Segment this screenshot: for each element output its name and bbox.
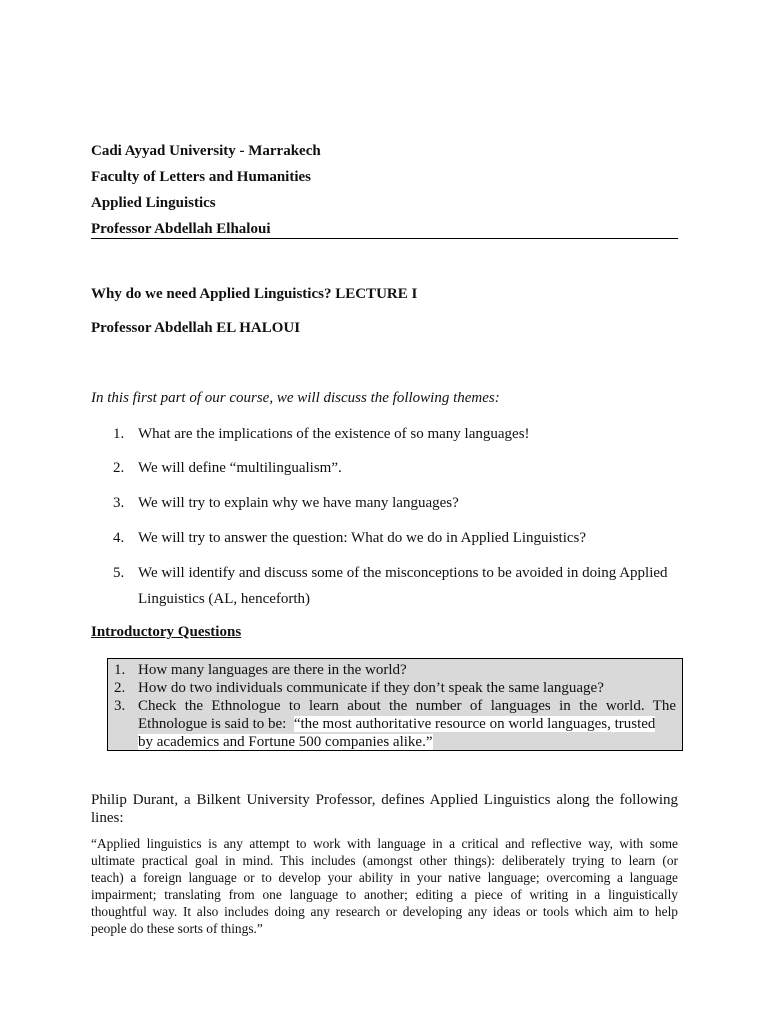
list-item-number: 1.: [113, 426, 125, 442]
quote-line: people do these sorts of things.”: [91, 921, 263, 936]
question-number: 3.: [114, 698, 126, 714]
list-item-text: We will define “multilingualism”.: [138, 460, 342, 476]
durant-paragraph-line-1: [91, 791, 678, 809]
list-item-text: We will try to answer the question: What do we do in Applied Linguistics?: [138, 530, 587, 546]
list-item-continuation: Linguistics (AL, henceforth): [138, 591, 311, 607]
question-number: 2.: [114, 680, 126, 696]
list-item-text: We will identify and discuss some of the misconceptions to be avoided in doing Applied: [138, 565, 668, 581]
quote-text: impairment; translating from one language to another; editing a piece of writing in a linguistically: [91, 887, 678, 902]
quote-text: thoughtful way. It also includes doing any research or developing any ideas or tools which aim to help: [91, 904, 678, 919]
quote-text: teach) a foreign language or to develop your ability in your native language; overcoming a language: [91, 870, 678, 885]
list-item-number: 3.: [113, 495, 125, 511]
question-2: How do two individuals communicate if they don’t speak the same language?: [138, 680, 604, 696]
list-item-number: 5.: [113, 565, 125, 581]
ethnologue-quote-end: by academics and Fortune 500 companies alike.”: [138, 734, 433, 750]
list-item-number: 2.: [113, 460, 125, 476]
durant-text: Philip Durant, a Bilkent University Professor, defines Applied Linguistics along the following: [91, 792, 678, 808]
quote-line: [91, 870, 678, 886]
list-item-text: What are the implications of the existence of so many languages!: [138, 426, 530, 442]
question-3-text: Check the Ethnologue to learn about the number of languages in the world. The: [138, 698, 676, 714]
university-name: Cadi Ayyad University - Marrakech: [91, 143, 321, 159]
list-item-number: 4.: [113, 530, 125, 546]
durant-paragraph-line-2: lines:: [91, 810, 124, 826]
question-3-line-2: [138, 715, 655, 733]
question-3-line-1: [138, 697, 676, 715]
quote-line: [91, 887, 678, 903]
ethnologue-quote: “the most authoritative resource on world languages, trusted: [293, 716, 656, 732]
quote-line: [91, 836, 678, 852]
lecture-title: Why do we need Applied Linguistics? LECTURE I: [91, 286, 418, 302]
intro-text: In this first part of our course, we will discuss the following themes:: [91, 390, 500, 406]
question-number: 1.: [114, 662, 126, 678]
list-item-text: We will try to explain why we have many languages?: [138, 495, 459, 511]
lecture-professor: Professor Abdellah EL HALOUI: [91, 320, 301, 336]
question-1: How many languages are there in the world?: [138, 662, 407, 678]
section-title: Introductory Questions: [91, 624, 242, 640]
professor-name: Professor Abdellah Elhaloui: [91, 221, 271, 237]
quote-text: “Applied linguistics is any attempt to work with language in a critical and reflective way, with some: [91, 836, 678, 851]
quote-line: [91, 853, 678, 869]
quote-line: [91, 904, 678, 920]
course-name: Applied Linguistics: [91, 195, 216, 211]
quote-text: ultimate practical goal in mind. This includes (amongst other things): deliberately trying to learn (or: [91, 853, 678, 868]
questions-box: [107, 658, 683, 751]
question-3-line-3: [138, 733, 433, 751]
question-3-text-a: Ethnologue is said to be:: [138, 716, 287, 732]
header-divider: [91, 238, 678, 239]
faculty-name: Faculty of Letters and Humanities: [91, 169, 311, 185]
